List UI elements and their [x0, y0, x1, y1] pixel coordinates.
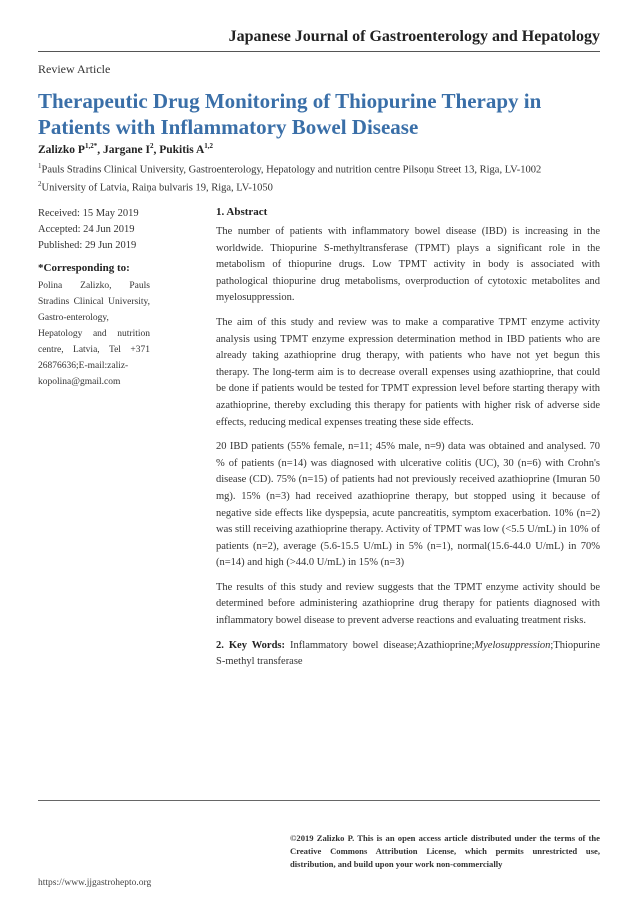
abstract-paragraph: The aim of this study and review was to make a comparative TPMT enzyme activity analysis using TPMT enzyme expression determination method in IBD patients who are already taking azathioprine drug therapy, with patients who have not yet begun this therapy. The long-term aim is to decrease overall expenses using azathioprine, that could be done if patients would be tested for TPMT expression level before starting therapy with azathioprine, thereby excluding this therapy for patients with higher risk of adverse side effects, reducing medical expenses treating these side effects. [216, 316, 600, 428]
keywords-label: 2. Key Words: [216, 639, 286, 651]
journal-title: Japanese Journal of Gastroenterology and Hepatology [228, 28, 600, 45]
author-affiliation-marker: 1,2 [204, 142, 213, 150]
keywords-italic: Myelosuppression [474, 639, 551, 651]
author-list [38, 142, 213, 156]
footer-rule [38, 800, 600, 801]
article-title: Therapeutic Drug Monitoring of Thiopurine Therapy in Patients with Inflammatory Bowel Disease [38, 89, 542, 139]
author-affiliation-marker: 1,2* [84, 142, 98, 150]
author-affiliation-marker: 2 [149, 142, 154, 150]
keywords-text: Inflammatory bowel disease;Azathioprine; [285, 639, 475, 651]
abstract-paragraph: The number of patients with inflammatory bowel disease (IBD) is increasing in the worldwide. Thiopurine S-methyltransferase (TPMT) plays a significant role in the metabolism of thiopurine drugs. Low TPMT activity in body is associated with pathological thiopurine drug metabolisms, overproduction of cytotoxic metabolites and myelosuppression. [216, 226, 600, 304]
affiliation-number: 2 [38, 180, 42, 188]
corresponding-heading: *Corresponding to: [38, 262, 130, 274]
article-type: Review Article [38, 62, 111, 76]
keywords-text-end: ;Thiopurine S-methyl transferase [216, 639, 600, 668]
affiliation-text: Pauls Stradins Clinical University, Gastroenterology, Hepatology and nutrition centre Pilsoņu Street 13, Riga, LV-1002 [41, 164, 542, 176]
received-date: Received: 15 May 2019 [38, 208, 139, 219]
abstract-paragraph: The results of this study and review suggests that the TPMT enzyme activity should be determined before administering azathioprine drug therapy for patients diagnosed with inflammatory bowel disease to prevent adverse reactions and evaluating treatment risks. [216, 581, 600, 627]
article-sidebar [38, 206, 150, 390]
corresponding-details: Polina Zalizko, Pauls Stradins Clinical University, Gastro-enterology, Hepatology and nutrition centre, Latvia, Tel +371 26876636;E-mail:zaliz-kopolina@gmail.com [38, 281, 150, 387]
license-notice: ©2019 Zalizko P. This is an open access article distributed under the terms of the Creative Commons Attribution License, which permits unrestricted use, distribution, and build upon your work non-commercially [290, 833, 600, 869]
author-name: Jargane I [102, 143, 150, 156]
author-separator: , [97, 143, 103, 156]
abstract-heading: 1. Abstract [216, 206, 268, 218]
header-rule [38, 51, 600, 52]
affiliation-number: 1 [38, 162, 42, 170]
abstract-paragraph: 20 IBD patients (55% female, n=11; 45% male, n=9) data was obtained and analysed. 70 % of patients (n=14) was diagnosed with ulcerative colitis (UC), 30 (n=6) with Crohn's disease (CD). 75% (n=15) of patients had not previously received azathioprine (Imuran 50 mg). 15% (n=3) had received azathioprine therapy, but stopped using it because of negative side effects like dyspepsia, acute pancreatitis, symptom exacerbation. 10% (n=2) was still receiving azathioprine therapy. Activity of TPMT was low (<5.5 U/mL) in 10% of patients (n=2), average (5.6-15.5 U/mL) in 5% (n=1), normal(15.6-44.0 U/mL) in 70% (n=14) and high (>44.0 U/mL) in 15% (n=3) [216, 441, 600, 569]
keywords [216, 638, 600, 671]
author-separator: , [153, 143, 160, 156]
abstract-section [216, 206, 600, 671]
author-name: Zalizko P [38, 143, 85, 156]
journal-url-link[interactable]: https://www.jjgastrohepto.org [38, 878, 152, 888]
affiliation-2 [38, 180, 273, 194]
published-date: Published: 29 Jun 2019 [38, 240, 137, 251]
accepted-date: Accepted: 24 Jun 2019 [38, 224, 135, 235]
author-name: Pukitis A [159, 143, 205, 156]
affiliation-1 [38, 162, 541, 176]
affiliation-text: University of Latvia, Raiņa bulvaris 19, Riga, LV-1050 [41, 182, 273, 194]
